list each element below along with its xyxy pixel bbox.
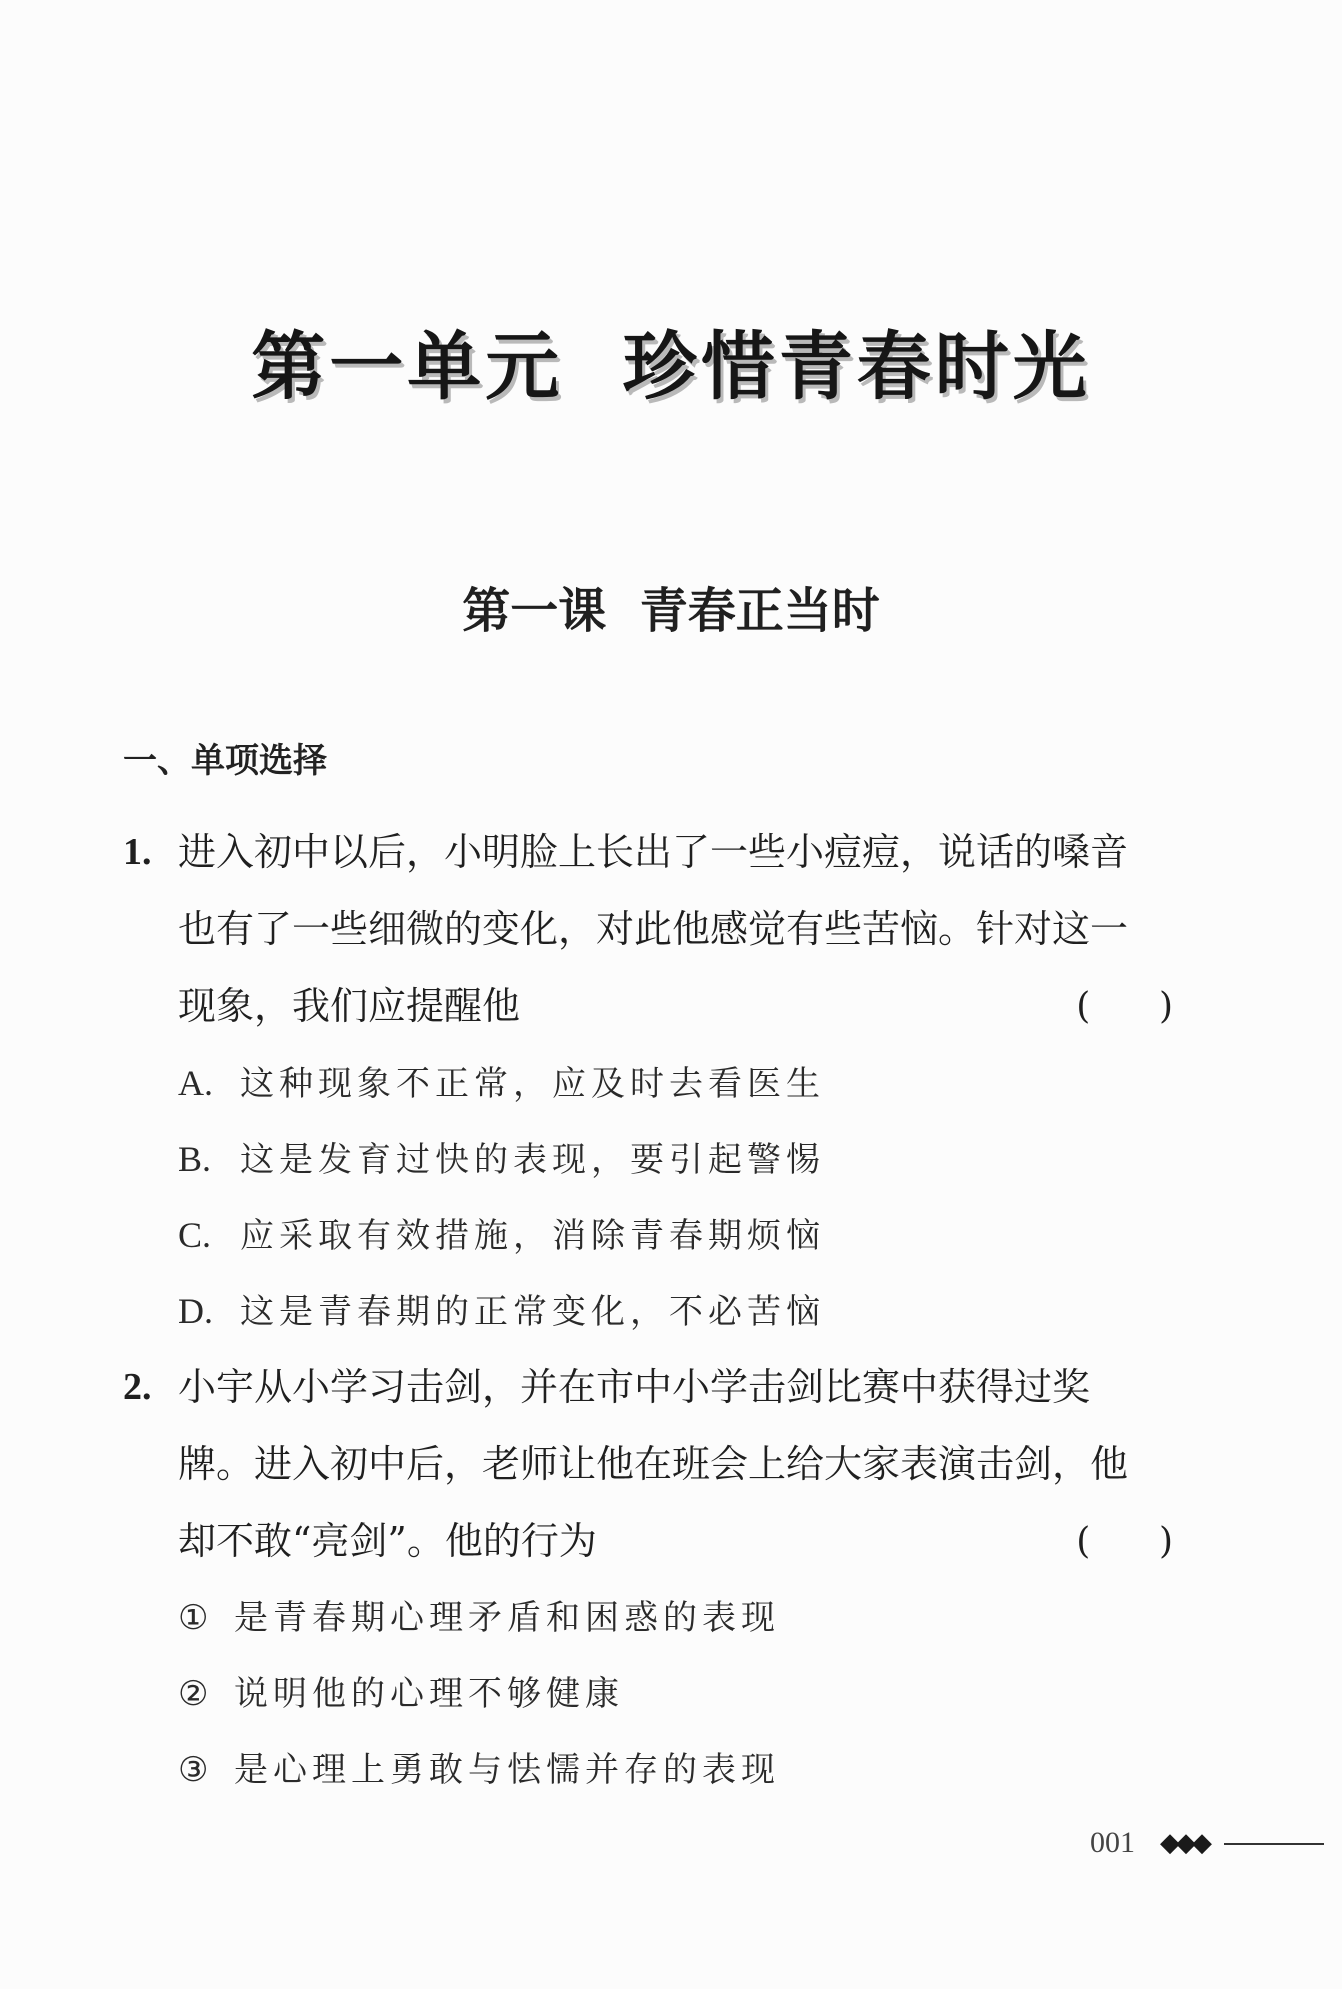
question-line: [123, 1503, 1173, 1580]
question-text: 牌。进入初中后，老师让他在班会上给大家表演击剑，他: [178, 1442, 1129, 1486]
option-c: [178, 1197, 1173, 1273]
question-text: 也有了一些细微的变化，对此他感觉有些苦恼。针对这一: [178, 907, 1129, 951]
diamond-ornament-icon: ◆◆◆: [1160, 1828, 1208, 1858]
statement-text: 说明他的心理不够健康: [234, 1674, 624, 1714]
option-text: 应采取有效措施，消除青春期烦恼: [240, 1216, 825, 1256]
lesson-title: 第一课 青春正当时: [462, 583, 880, 639]
question-number: 1.: [123, 831, 152, 873]
page-number: 001: [1090, 1826, 1135, 1859]
option-b: [178, 1121, 1173, 1197]
option-label: A.: [178, 1063, 213, 1103]
statement-text: 是心理上勇敢与怯懦并存的表现: [234, 1750, 780, 1790]
statement-label: ②: [178, 1674, 209, 1714]
footer-rule: [1224, 1843, 1324, 1845]
question-text: 进入初中以后，小明脸上长出了一些小痘痘，说话的嗓音: [178, 830, 1129, 874]
question-text: 现象，我们应提醒他: [178, 984, 521, 1028]
unit-title: 第一单元 珍惜青春时光: [251, 324, 1091, 410]
statement-text: 是青春期心理矛盾和困惑的表现: [234, 1598, 780, 1638]
question-line: [123, 814, 1173, 891]
statement-3: [178, 1732, 1173, 1808]
question-1: [123, 814, 1173, 1349]
page-footer: [1090, 1823, 1330, 1863]
answer-bracket: ( ): [1076, 986, 1173, 1027]
statement-1: [178, 1580, 1173, 1656]
question-line: [123, 968, 1173, 1045]
option-label: D.: [178, 1291, 213, 1331]
option-d: [178, 1273, 1173, 1349]
question-text: 小宇从小学习击剑，并在市中小学击剑比赛中获得过奖: [178, 1365, 1091, 1409]
statement-2: [178, 1656, 1173, 1732]
question-line: [123, 1349, 1173, 1426]
question-text: 却不敢“亮剑”。他的行为: [178, 1519, 597, 1563]
option-text: 这是青春期的正常变化，不必苦恼: [240, 1292, 825, 1332]
statement-label: ③: [178, 1750, 209, 1790]
option-a: [178, 1045, 1173, 1121]
question-2: [123, 1349, 1173, 1808]
option-text: 这是发育过快的表现，要引起警惕: [240, 1140, 825, 1180]
section-title: 一、单项选择: [123, 741, 327, 781]
option-label: C.: [178, 1215, 212, 1255]
question-number: 2.: [123, 1366, 152, 1408]
option-label: B.: [178, 1139, 212, 1179]
answer-bracket: ( ): [1076, 1521, 1173, 1562]
question-line: [123, 1426, 1173, 1503]
option-text: 这种现象不正常，应及时去看医生: [240, 1064, 825, 1104]
statement-label: ①: [178, 1598, 209, 1638]
question-line: [123, 891, 1173, 968]
